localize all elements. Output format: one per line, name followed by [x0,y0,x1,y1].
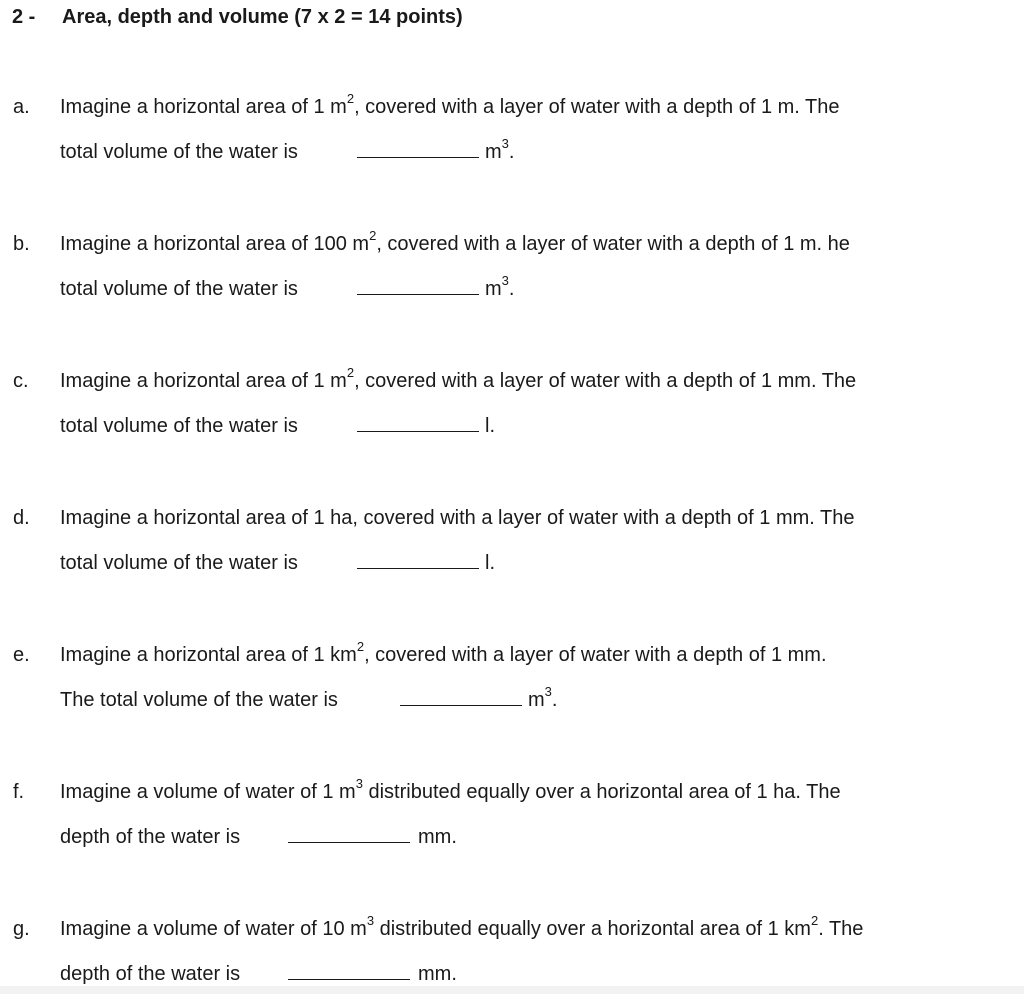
question-letter: g. [13,918,30,940]
answer-blank[interactable] [357,141,479,158]
question-letter: e. [13,644,30,666]
question-letter: b. [13,233,30,255]
answer-blank[interactable] [357,278,479,295]
answer-line [60,963,457,986]
answer-unit: mm. [418,826,457,848]
answer-unit: $m^3$. [528,684,558,711]
question-letter: a. [13,96,30,118]
question-text: Imagine a horizontal area of 1 $km^2$, covered with a layer of water with a depth of 1 mm. [60,639,827,666]
answer-lead: total volume of the water is [60,415,298,437]
question-letter: d. [13,507,30,529]
answer-blank[interactable] [288,826,410,843]
answer-blank[interactable] [357,415,479,432]
answer-line [60,684,558,712]
question-text: Imagine a volume of water of 10 $m^3$ distributed equally over a horizontal area of 1 $km^2$. The [60,913,864,940]
answer-blank[interactable] [357,552,479,569]
answer-line [60,826,457,849]
answer-lead: total volume of the water is [60,552,298,574]
answer-blank[interactable] [400,689,522,706]
section-heading [12,6,463,29]
answer-lead: depth of the water is [60,963,241,985]
answer-lead: total volume of the water is [60,141,298,163]
answer-unit: l. [485,415,495,437]
page-bottom-strip [0,986,1024,994]
section-title: Area, depth and volume (7 x 2 = 14 points) [62,6,463,28]
section-number: 2 - [12,6,36,28]
answer-blank[interactable] [288,963,410,980]
answer-lead: depth of the water is [60,826,241,848]
question-letter: f. [13,781,25,803]
answer-lead: The total volume of the water is [60,689,338,711]
answer-unit: mm. [418,963,457,985]
answer-line [60,552,495,575]
answer-unit: $m^3$. [485,273,515,300]
answer-unit: l. [485,552,495,574]
question-text: Imagine a horizontal area of 1 $m^2$, covered with a layer of water with a depth of 1 m. The [60,91,840,118]
question-letter: c. [13,370,29,392]
question-text: Imagine a horizontal area of 1 ha, covered with a layer of water with a depth of 1 mm. The [60,507,855,529]
question-text: Imagine a horizontal area of 100 $m^2$, covered with a layer of water with a depth of 1 m. he [60,228,850,255]
answer-lead: total volume of the water is [60,278,298,300]
answer-line [60,273,515,301]
question-text: Imagine a volume of water of 1 $m^3$ distributed equally over a horizontal area of 1 ha. The [60,776,841,803]
question-text: Imagine a horizontal area of 1 $m^2$, covered with a layer of water with a depth of 1 mm. The [60,365,857,392]
answer-unit: $m^3$. [485,136,515,163]
answer-line [60,136,515,164]
answer-line [60,415,495,438]
